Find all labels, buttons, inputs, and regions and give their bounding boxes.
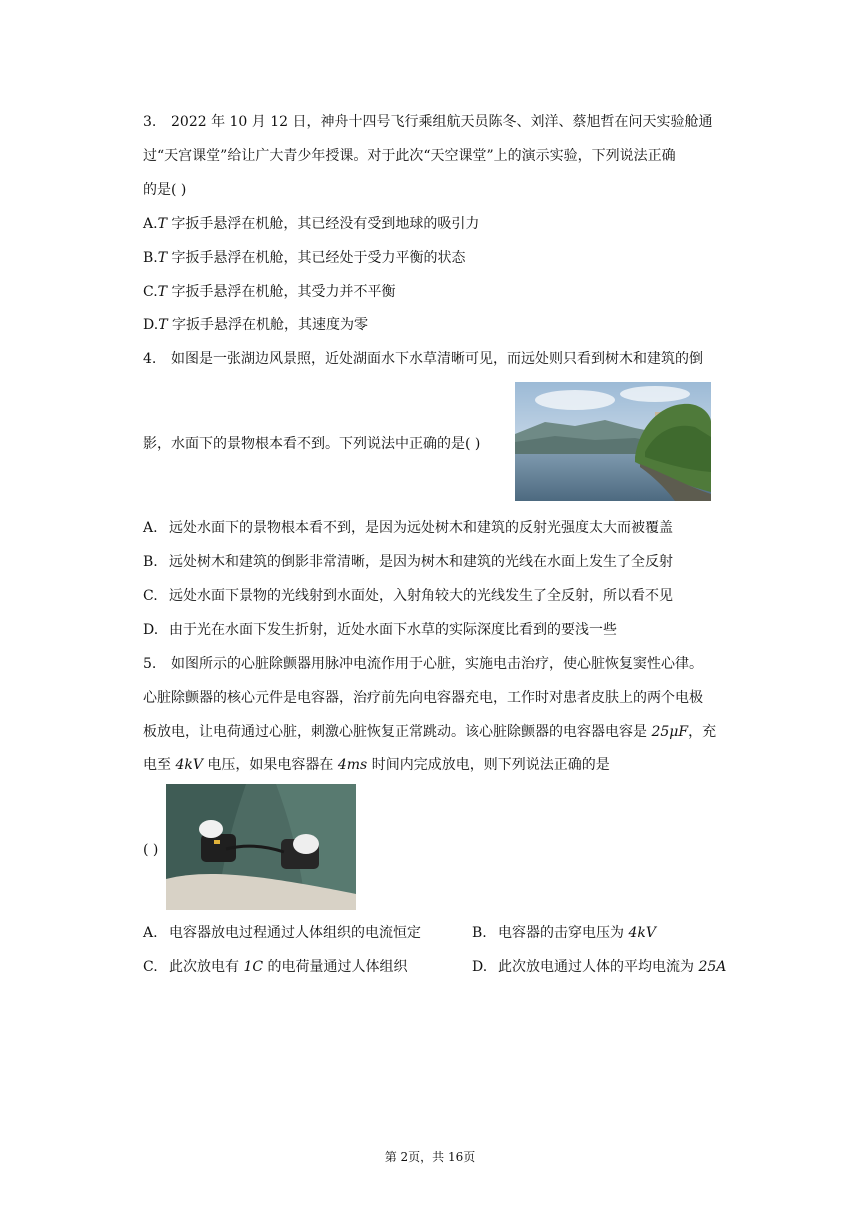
q3-line-3: 的是( )	[143, 182, 187, 198]
q4-option-b: B. 远处树木和建筑的倒影非常清晰，是因为树木和建筑的光线在水面上发生了全反射	[143, 554, 673, 570]
q5-bracket: ( )	[143, 842, 159, 858]
q3-text-1: 2022 年 10 月 12 日，神舟十四号飞行乘组航天员陈冬、刘洋、蔡旭哲在问天实验舱通	[171, 114, 713, 130]
q4-option-a: A. 远处水面下的景物根本看不到，是因为远处树木和建筑的反射光强度太大而被覆盖	[143, 520, 673, 536]
q4-number: 4.	[143, 351, 157, 367]
q4-text-1: 如图是一张湖边风景照，近处湖面水下水草清晰可见，而远处则只看到树木和建筑的倒	[171, 351, 703, 367]
q5-line-2: 心脏除颤器的核心元件是电容器，治疗前先向电容器充电，工作时对患者皮肤上的两个电极	[143, 690, 703, 706]
q5-line-3: 板放电，让电荷通过心脏，刺激心脏恢复正常跳动。该心脏除颤器的电容器电容是 25μF，充	[143, 724, 717, 740]
q5-number: 5.	[143, 656, 157, 672]
defibrillator-photo	[166, 784, 356, 910]
q3-option-c: C.T 字扳手悬浮在机舱，其受力并不平衡	[143, 284, 396, 300]
page-footer: 第 2页，共 16页	[384, 1150, 476, 1164]
q5-line-4: 电至 4kV 电压，如果电容器在 4ms 时间内完成放电，则下列说法正确的是	[143, 757, 610, 773]
q3-line-2: 过“天宫课堂”给让广大青少年授课。对于此次“天空课堂”上的演示实验，下列说法正确	[143, 148, 676, 164]
q5-option-c: C. 此次放电有 1C 的电荷量通过人体组织	[143, 959, 408, 975]
q4-option-d: D. 由于光在水面下发生折射，近处水面下水草的实际深度比看到的要浅一些	[143, 622, 617, 638]
q5-option-d: D. 此次放电通过人体的平均电流为 25A	[472, 959, 727, 975]
q3-option-d: D.T 字扳手悬浮在机舱，其速度为零	[143, 317, 368, 333]
q3-number: 3.	[143, 114, 157, 130]
q5-line-1	[143, 654, 703, 674]
q3-option-b: B.T 字扳手悬浮在机舱，其已经处于受力平衡的状态	[143, 250, 466, 266]
q4-option-c: C. 远处水面下景物的光线射到水面处，入射角较大的光线发生了全反射，所以看不见	[143, 588, 673, 604]
q5-option-b: B. 电容器的击穿电压为 4kV	[472, 925, 656, 941]
q4-line-1	[143, 349, 703, 369]
q3-line-1	[143, 112, 713, 132]
q5-option-a: A. 电容器放电过程通过人体组织的电流恒定	[143, 925, 421, 941]
q5-text-1: 如图所示的心脏除颤器用脉冲电流作用于心脏，实施电击治疗，使心脏恢复窦性心律。	[171, 656, 703, 672]
lake-photo	[515, 382, 711, 501]
q4-line-2: 影，水面下的景物根本看不到。下列说法中正确的是( )	[143, 436, 481, 452]
q3-option-a: A.T 字扳手悬浮在机舱，其已经没有受到地球的吸引力	[143, 216, 480, 232]
